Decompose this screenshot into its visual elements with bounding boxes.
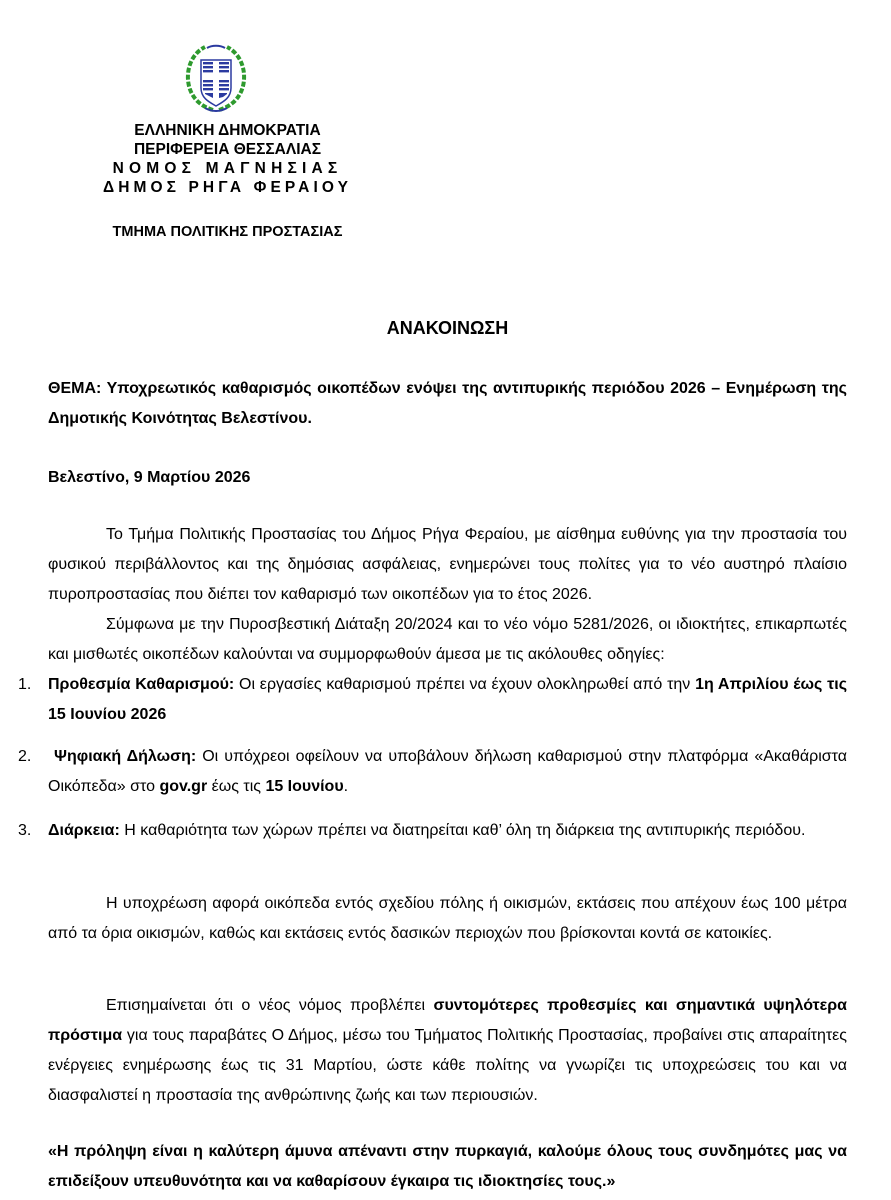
penalties-emphasis: συντομότερες προθεσμίες και σημαντικά υψηλότερα πρόστιμα: [48, 997, 848, 1044]
header-region: ΠΕΡΙΦΕΡΕΙΑ ΘΕΣΣΑΛΙΑΣ: [133, 141, 322, 158]
list-item-emphasis: 1η Απριλίου έως τις 15 Ιουνίου 2026: [48, 676, 848, 723]
list-item-label: Διάρκεια:: [48, 822, 120, 839]
greek-coat-of-arms-icon: [185, 44, 247, 114]
list-item-emphasis: gov.gr: [159, 778, 208, 795]
penalties-paragraph: [48, 991, 847, 1111]
list-item-text: Η καθαριότητα των χώρων πρέπει να διατηρείται καθ’ όλη τη διάρκεια της αντιπυρικής περιόδου.: [119, 822, 806, 839]
list-number: 3.: [18, 822, 32, 839]
header-department: ΤΜΗΜΑ ΠΟΛΙΤΙΚΗΣ ΠΡΟΣΤΑΣΙΑΣ: [112, 224, 343, 240]
penalties-text: Επισημαίνεται ότι ο νέος νόμος προβλέπει: [106, 997, 434, 1014]
legal-basis-paragraph: Σύμφωνα με την Πυροσβεστική Διάταξη 20/2024 και το νέο νόμο 5281/2026, οι ιδιοκτήτες, επικαρπωτές και μισθωτές οικοπέδων καλούνται να συμμορφωθούν άμεσα με τις ακόλουθες οδηγίες:: [48, 616, 847, 663]
list-item: [18, 816, 847, 846]
list-number: 2.: [18, 748, 32, 765]
list-item-text: Οι εργασίες καθαρισμού πρέπει να έχουν ολοκληρωθεί από την: [234, 676, 696, 693]
header-municipality: ΔΗΜΟΣ ΡΗΓΑ ΦΕΡΑΙΟΥ: [102, 179, 353, 196]
list-item-end: .: [343, 778, 349, 795]
document-title: ΑΝΑΚΟΙΝΩΣΗ: [386, 318, 509, 338]
list-item: [18, 742, 847, 802]
list-item-emphasis: 15 Ιουνίου: [265, 778, 344, 795]
place-date: Βελεστίνο, 9 Μαρτίου 2026: [48, 469, 251, 486]
list-number: 1.: [18, 676, 32, 693]
scope-paragraph: Η υποχρέωση αφορά οικόπεδα εντός σχεδίου πόλης ή οικισμών, εκτάσεις που απέχουν έως 100 μέτρα από τα όρια οικισμών, καθώς και εκτάσεις εντός δασικών περιοχών που βρίσκονται κοντά σε κατοικίες.: [48, 895, 847, 942]
letterhead: [70, 121, 385, 197]
intro-section: [48, 520, 847, 670]
header-country: ΕΛΛΗΝΙΚΗ ΔΗΜΟΚΡΑΤΙΑ: [134, 122, 321, 139]
list-item-label: Προθεσμία Καθαρισμού:: [48, 676, 235, 693]
list-item-text: Οι υπόχρεοι οφείλουν να υποβάλουν δήλωση καθαρισμού στην πλατφόρμα «Ακαθάριστα Οικόπεδα» στο: [48, 748, 847, 795]
closing-quote: «Η πρόληψη είναι η καλύτερη άμυνα απέναντι στην πυρκαγιά, καλούμε όλους τους συνδημότες μας να επιδείξουν υπευθυνότητα και να καθαρίσουν έγκαιρα τις ιδιοκτησίες τους.»: [48, 1143, 847, 1190]
list-item-label: Ψηφιακή Δήλωση:: [54, 748, 197, 765]
penalties-text: για τους παραβάτες Ο Δήμος, μέσω του Τμήματος Πολιτικής Προστασίας, προβαίνει στις απαραίτητες ενέργειες ενημέρωσης έως τις 31 Μαρτίου, ώστε κάθε πολίτης να γνωρίζει τις υποχρεώσεις του και να διασφαλιστεί η προστασία της ανθρώπινης ζωής και των περιουσιών.: [48, 1027, 847, 1104]
intro-paragraph: Το Τμήμα Πολιτικής Προστασίας του Δήμος Ρήγα Φεραίου, με αίσθημα ευθύνης για την προστασία του φυσικού περιβάλλοντος και της δημόσιας ασφάλειας, ενημερώνει τους πολίτες για το νέο αυστηρό πλαίσιο πυροπροστασίας που διέπει τον καθαρισμό των οικοπέδων για το έτος 2026.: [48, 526, 847, 603]
list-item-text: έως τις: [207, 778, 266, 795]
header-prefecture: ΝΟΜΟΣ ΜΑΓΝΗΣΙΑΣ: [112, 160, 343, 177]
subject-line: ΘΕΜΑ: Υποχρεωτικός καθαρισμός οικοπέδων ενόψει της αντιπυρικής περιόδου 2026 – Ενημέρωση της Δημοτικής Κοινότητας Βελεστίνου.: [48, 380, 847, 427]
list-item: [18, 670, 847, 730]
